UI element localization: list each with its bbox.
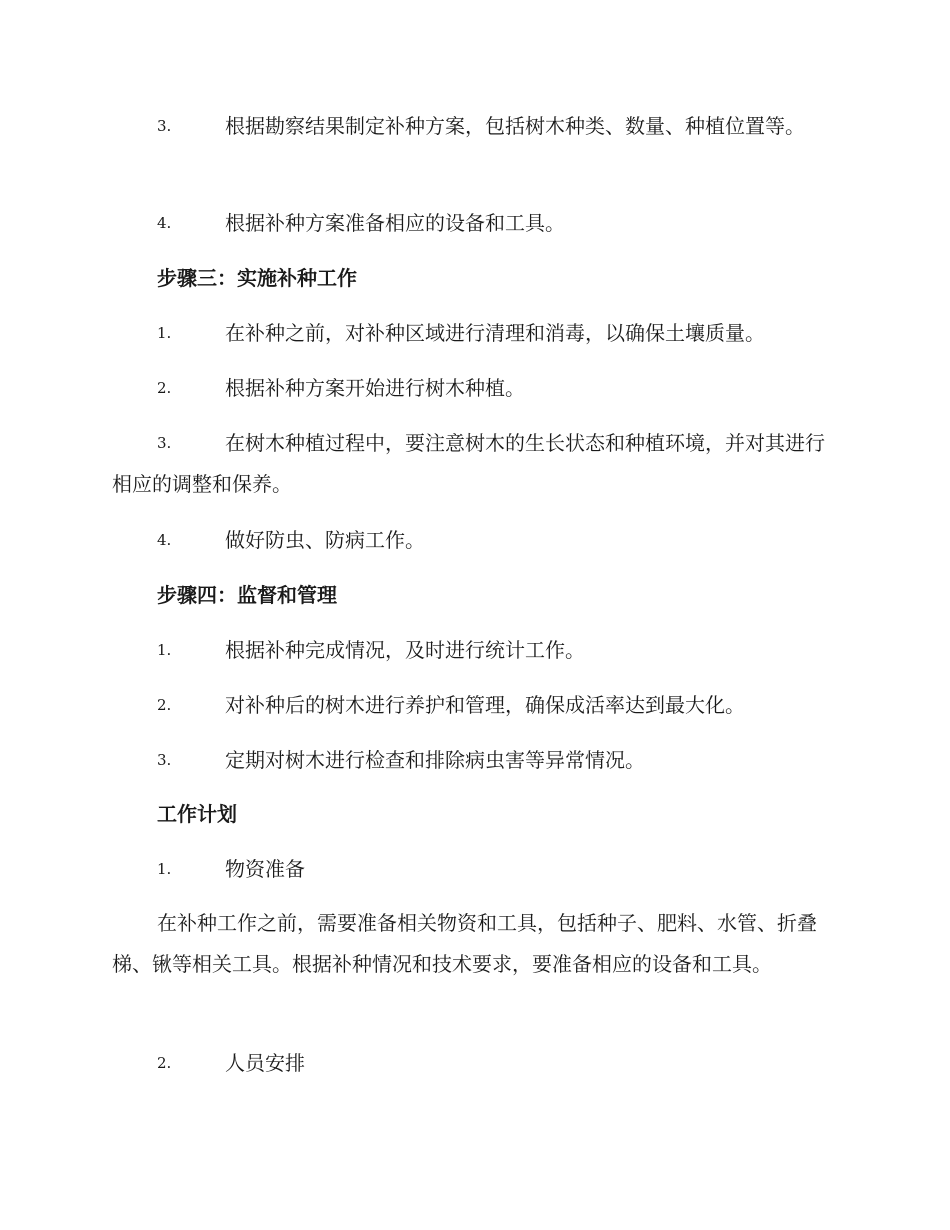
- section-heading: 工作计划: [157, 802, 237, 826]
- list-item-number: 2.: [157, 696, 172, 714]
- list-item: [112, 520, 836, 561]
- list-item-text: 根据补种方案准备相应的设备和工具。: [225, 211, 565, 235]
- list-item: [112, 849, 836, 890]
- list-item-text: 定期对树木进行检查和排除病虫害等异常情况。: [225, 748, 645, 772]
- list-item-text: 对补种后的树木进行养护和管理，确保成活率达到最大化。: [225, 693, 745, 717]
- list-item: [112, 106, 836, 147]
- list-item: [112, 685, 836, 726]
- body-paragraph: 在补种工作之前，需要准备相关物资和工具，包括种子、肥料、水管、折叠梯、锹等相关工具。根据补种情况和技术要求，要准备相应的设备和工具。: [112, 911, 817, 976]
- list-item-text: 根据补种方案开始进行树木种植。: [225, 376, 525, 400]
- list-item-text: 根据勘察结果制定补种方案，包括树木种类、数量、种植位置等。: [225, 114, 805, 138]
- section-heading: 步骤四：监督和管理: [157, 583, 337, 607]
- list-item-number: 3.: [157, 117, 172, 135]
- list-item-number: 3.: [157, 434, 172, 452]
- list-item-text: 人员安排: [225, 1051, 305, 1075]
- list-item-text: 根据补种完成情况，及时进行统计工作。: [225, 638, 585, 662]
- list-item-number: 4.: [157, 214, 172, 232]
- list-item: [112, 313, 836, 354]
- list-item-number: 3.: [157, 751, 172, 769]
- list-item-text: 在树木种植过程中，要注意树木的生长状态和种植环境，并对其进行相应的调整和保养。: [112, 431, 825, 496]
- list-item-text: 做好防虫、防病工作。: [225, 528, 425, 552]
- list-item-number: 2.: [157, 1054, 172, 1072]
- list-item: [112, 740, 836, 781]
- list-item-number: 4.: [157, 531, 172, 549]
- list-item-number: 1.: [157, 641, 172, 659]
- section-heading: 步骤三：实施补种工作: [157, 266, 357, 290]
- list-item-number: 2.: [157, 379, 172, 397]
- list-item-text: 物资准备: [225, 857, 305, 881]
- list-item-number: 1.: [157, 860, 172, 878]
- list-item-text: 在补种之前，对补种区域进行清理和消毒，以确保土壤质量。: [225, 321, 765, 345]
- list-item-number: 1.: [157, 324, 172, 342]
- list-item: [112, 368, 836, 409]
- list-item: [112, 630, 836, 671]
- list-item: [112, 203, 836, 244]
- list-item: [112, 1043, 836, 1084]
- list-item: [112, 423, 836, 505]
